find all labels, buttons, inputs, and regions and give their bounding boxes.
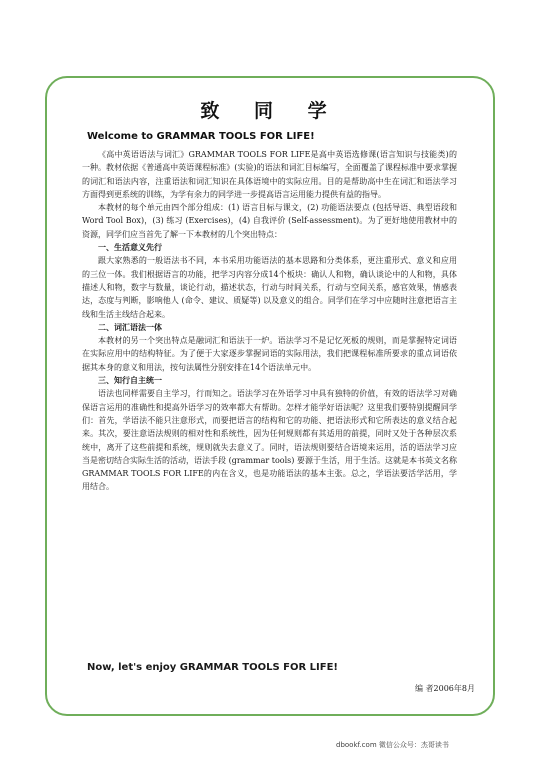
welcome-line: Welcome to GRAMMAR TOOLS FOR LIFE! bbox=[87, 131, 315, 142]
letter-body bbox=[82, 148, 457, 494]
section-heading: 一、生活意义先行 bbox=[98, 242, 162, 253]
signature: 编 者2006年8月 bbox=[415, 684, 475, 693]
structure-paragraph: 本教材的每个单元由四个部分组成：(1) 语言目标与课文，(2) 功能语法要点 (包括导语、典型语段和Word Tool Box)，(3) 练习 (Exercises)，(4) 自我评价 (Self-assessment)。为了更好地使用教材中的资源，同学们应当首先了解一下本教材的几个突出特点： bbox=[82, 203, 457, 239]
section-paragraph: 语法也同样需要自主学习，行而知之。语法学习在外语学习中具有独特的价值，有效的语法学习对确保语言运用的准确性和提高外语学习的效率都大有帮助。怎样才能学好语法呢？这里我们要特别提醒同学们：首先，学语法不能只注意形式，而要把语言的结构和它的功能、把语法形式和它所表达的意义结合起来。其次，要注意语法规则的相对性和系统性，因为任何规则都有其适用的前提，同时又处于各种层次系统中，离开了这些前提和系统，规则就失去意义了。同时，语法规则要结合语境来运用，活的语法学习应当是密切结合实际生活的活动，语法手段 (grammar tools) 要源于生活，用于生活。这就是本书英文名称GRAMMAR TOOLS FOR LIFE的内在含义，也是功能语法的基本主张。总之，学语法要活学活用，学用结合。 bbox=[82, 389, 457, 492]
page-title: 致 同 学 bbox=[200, 100, 341, 122]
footer-watermark: dbookf.com 微信公众号：杰哥读书 bbox=[336, 741, 449, 749]
section-heading: 三、知行自主统一 bbox=[98, 375, 162, 386]
section-paragraph: 本教材的另一个突出特点是融词汇和语法于一炉。语法学习不是记忆死板的规则，而是掌握特定词语在实际应用中的结构特征。为了便于大家逐步掌握词语的实际用法，我们把课程标准所要求的重点词语依据其本身的意义和用法，按句法属性分别安排在14个语法单元中。 bbox=[82, 336, 457, 372]
intro-paragraph: 《高中英语语法与词汇》GRAMMAR TOOLS FOR LIFE是高中英语选修课(语言知识与技能类)的一种。教材依据《普通高中英语课程标准》(实验)的语法和词汇目标编写，全面覆盖了课程标准中要求掌握的词汇和语法内容，注重语法和词汇知识在具体语境中的实际应用。目的是帮助高中生在词汇和语法学习方面得到更系统的训练，为学有余力的同学进一步提高语言运用能力提供有益的指导。 bbox=[82, 150, 457, 199]
closing-line: Now, let's enjoy GRAMMAR TOOLS FOR LIFE! bbox=[87, 662, 338, 673]
section-paragraph: 跟大家熟悉的一般语法书不同，本书采用功能语法的基本思路和分类体系，更注重形式、意义和应用的三位一体。我们根据语言的功能，把学习内容分成14个板块：确认人和物，确认谈论中的人和物，具体描述人和物，数字与数量，谈论行动，描述状态，行动与时间关系，行动与空间关系，感官效果，情感表达，态度与判断，影响他人 (命令、建议、质疑等) 以及意义的组合。同学们在学习中应随时注意把语言主线和生活主线结合起来。 bbox=[82, 256, 457, 319]
section-heading: 二、词汇语法一体 bbox=[98, 321, 162, 332]
